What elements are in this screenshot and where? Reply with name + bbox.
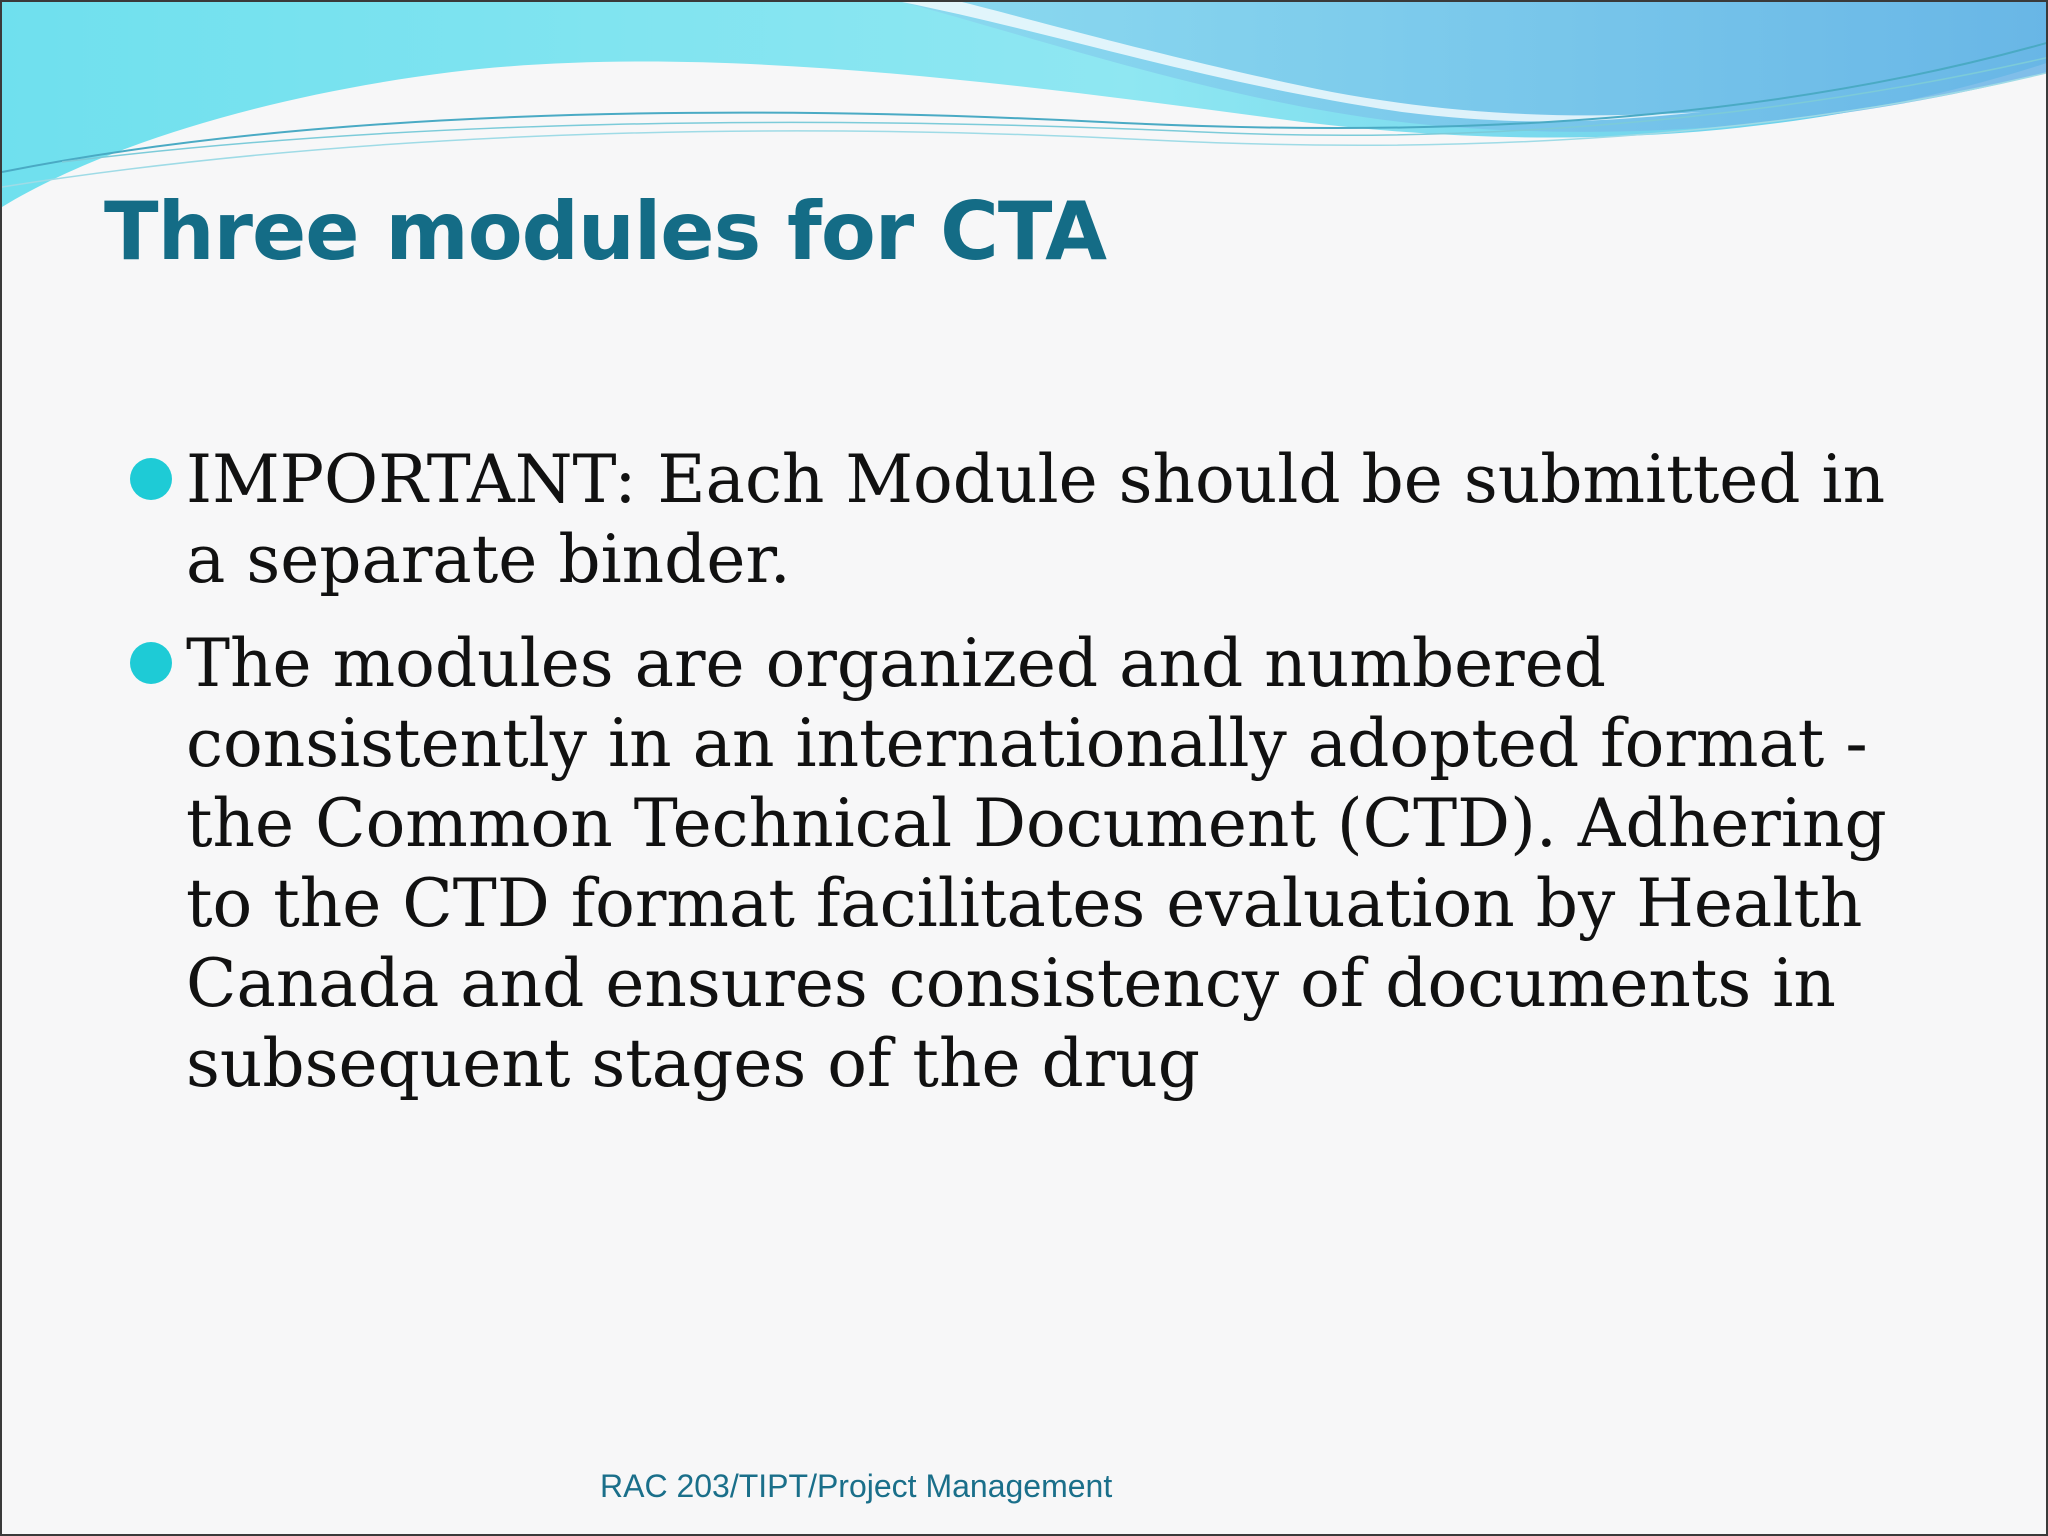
bullet-list	[126, 440, 1926, 1128]
bullet-item	[126, 440, 1926, 600]
slide-title: Three modules for CTA	[104, 185, 1107, 278]
bullet-text: IMPORTANT: Each Module should be submitted in a separate binder.	[186, 441, 1886, 598]
bullet-circle-icon	[130, 458, 172, 500]
bullet-text: The modules are organized and numbered consistently in an internationally adopted format - the Common Technical Document (CTD). Adhering to the CTD format facilitates evaluation by Health Canada and ensures consistency of documents in subsequent stages of the drug	[186, 625, 1887, 1102]
bullet-item	[126, 624, 1926, 1104]
slide-footer: RAC 203/TIPT/Project Management	[600, 1468, 1113, 1504]
bullet-circle-icon	[130, 642, 172, 684]
